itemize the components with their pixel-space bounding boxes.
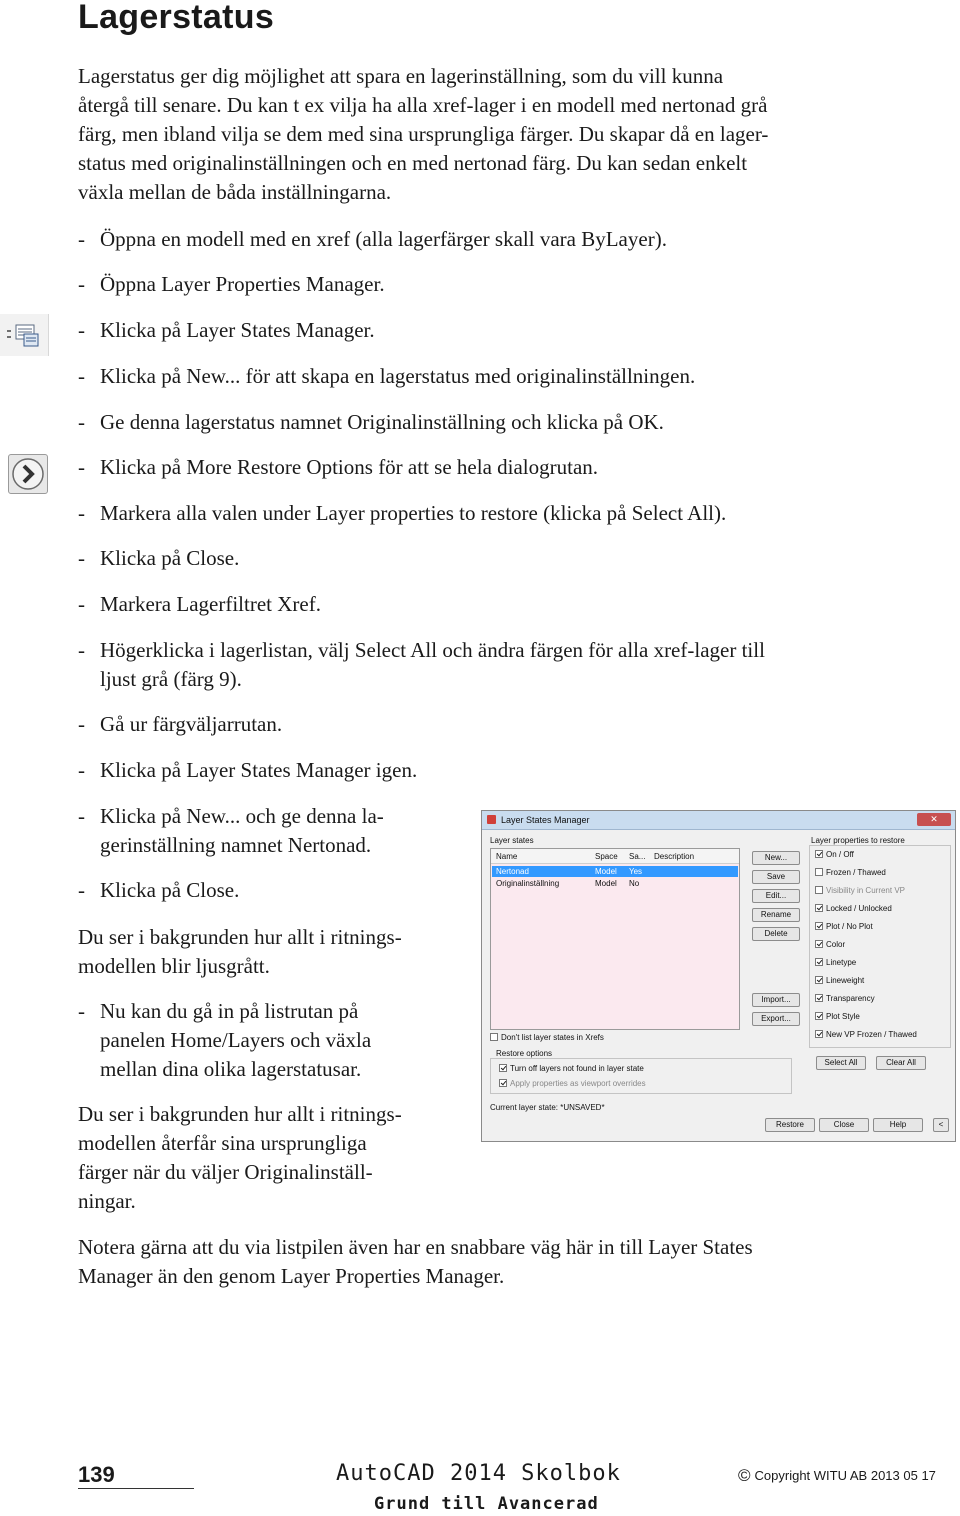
- checkbox-frozen-thawed[interactable]: [815, 868, 823, 876]
- less-options-button[interactable]: <: [933, 1118, 949, 1132]
- step-14: - Klicka på Close.: [78, 878, 240, 902]
- step-2: - Öppna Layer Properties Manager.: [78, 272, 385, 296]
- step-5: - Ge denna lagerstatus namnet Originalinställning och klicka på OK.: [78, 410, 664, 434]
- new-button[interactable]: New...: [752, 851, 800, 865]
- step-9: - Markera Lagerfiltret Xref.: [78, 592, 321, 616]
- help-button[interactable]: Help: [873, 1118, 923, 1132]
- step-12: - Klicka på Layer States Manager igen.: [78, 758, 418, 782]
- edit-button[interactable]: Edit...: [752, 889, 800, 903]
- step-7: - Markera alla valen under Layer properties to restore (klicka på Select All).: [78, 501, 727, 525]
- restore-button[interactable]: Restore: [765, 1118, 815, 1132]
- checkbox-locked-unlocked[interactable]: [815, 904, 823, 912]
- copyright-symbol: ©: [738, 1466, 751, 1485]
- save-button[interactable]: Save: [752, 870, 800, 884]
- dialog-title: Layer States Manager: [501, 815, 590, 825]
- restore-options-label: Restore options: [496, 1049, 553, 1058]
- close-button[interactable]: Close: [819, 1118, 869, 1132]
- layer-states-manager-dialog: Layer States Manager ✕ Layer states Name Space Sa... Description Nertonad Model Yes Originalinställning Model No New... Save Edit... Rename Delete Import... Export... Layer properties to restore On / Off Frozen / Thawed Visibility in Current VP Locked / Unlocked Plot / No Plot Color Linetype Lineweight Transparency Plot Style New VP Frozen / Thawed Select All Clear All Don't list layer states in Xrefs Restore options Turn off layers not found in layer state Apply properties as viewport overrides Current layer state: *UNSAVED* Restore Close Help <: [481, 810, 956, 1142]
- dialog-titlebar: [482, 811, 955, 830]
- book-subtitle: Grund till Avancerad: [374, 1494, 599, 1514]
- footer-divider: [78, 1488, 194, 1489]
- select-all-button[interactable]: Select All: [816, 1056, 866, 1070]
- delete-button[interactable]: Delete: [752, 927, 800, 941]
- checkbox-lineweight[interactable]: [815, 976, 823, 984]
- intro-paragraph: Lagerstatus ger dig möjlighet att spara en lagerinställning, som du vill kunna återgå till senare. Du kan t ex vilja ha alla xref-lager i en modell med nertonad grå färg, men ibland vilja se dem med sina ursprungliga färger. Du skapar då en lager- status med originalinställningen och en med nertonad färg. Du kan sedan enkelt växla mellan de båda inställningarna.: [78, 64, 769, 204]
- more-restore-options-arrow-icon: [8, 454, 48, 494]
- list-row[interactable]: Originalinställning Model No: [496, 879, 640, 888]
- step-3: - Klicka på Layer States Manager.: [78, 318, 375, 342]
- column-name[interactable]: Name: [496, 852, 518, 861]
- step-4: - Klicka på New... för att skapa en lagerstatus med originalinställningen.: [78, 364, 696, 388]
- page-number: 139: [78, 1462, 115, 1487]
- page-title: Lagerstatus: [78, 0, 275, 36]
- layer-states-list[interactable]: [490, 848, 740, 1030]
- checkbox-on-off[interactable]: [815, 850, 823, 858]
- layer-states-manager-icon: [0, 314, 49, 356]
- checkbox-visibility-vp[interactable]: [815, 886, 823, 894]
- checkbox-dont-list-xrefs[interactable]: [490, 1033, 498, 1041]
- checkbox-plot[interactable]: [815, 922, 823, 930]
- note-background-light: Du ser i bakgrunden hur allt i ritnings- modellen blir ljusgrått.: [78, 925, 402, 978]
- step-list: - Nu kan du gå in på listrutan på panelen Home/Layers och växla mellan dina olika lagerstatusar.: [78, 999, 372, 1081]
- checkbox-new-vp-frozen[interactable]: [815, 1030, 823, 1038]
- rename-button[interactable]: Rename: [752, 908, 800, 922]
- column-description[interactable]: Description: [654, 852, 695, 861]
- note-final: Notera gärna att du via listpilen även har en snabbare väg här in till Layer States Manager än den genom Layer Properties Manager.: [78, 1235, 753, 1288]
- column-saved[interactable]: Sa...: [629, 852, 646, 861]
- step-8: - Klicka på Close.: [78, 546, 240, 570]
- list-header: [491, 849, 739, 864]
- checkbox-transparency[interactable]: [815, 994, 823, 1002]
- clear-all-button[interactable]: Clear All: [876, 1056, 926, 1070]
- step-11: - Gå ur färgväljarrutan.: [78, 712, 283, 736]
- checkbox-turn-off-layers[interactable]: [499, 1064, 507, 1072]
- checkbox-linetype[interactable]: [815, 958, 823, 966]
- step-1: - Öppna en modell med en xref (alla lagerfärger skall vara ByLayer).: [78, 227, 667, 251]
- copyright: © Copyright WITU AB 2013 05 17: [738, 1466, 936, 1485]
- close-icon[interactable]: ✕: [917, 813, 951, 826]
- book-title: AutoCAD 2014 Skolbok: [336, 1461, 621, 1486]
- app-icon: [487, 815, 496, 824]
- list-row[interactable]: Nertonad Model Yes: [492, 866, 738, 877]
- checkbox-color[interactable]: [815, 940, 823, 948]
- layer-states-label: Layer states: [490, 836, 534, 845]
- checkbox-plot-style[interactable]: [815, 1012, 823, 1020]
- column-space[interactable]: Space: [595, 852, 618, 861]
- current-layer-state: Current layer state: *UNSAVED*: [490, 1103, 605, 1112]
- step-6: - Klicka på More Restore Options för att se hela dialogrutan.: [78, 455, 599, 479]
- step-13: - Klicka på New... och ge denna la- gerinställning namnet Nertonad.: [78, 804, 384, 857]
- export-button[interactable]: Export...: [752, 1012, 800, 1026]
- checkbox-apply-overrides[interactable]: [499, 1079, 507, 1087]
- restore-properties-label: Layer properties to restore: [811, 836, 905, 845]
- step-10: - Högerklicka i lagerlistan, välj Select All och ändra färgen för alla xref-lager till ljust grå (färg 9).: [78, 638, 765, 691]
- note-background-original: Du ser i bakgrunden hur allt i ritnings- modellen återfår sina ursprungliga färger när du väljer Originalinställ- ningar.: [78, 1102, 402, 1213]
- import-button[interactable]: Import...: [752, 993, 800, 1007]
